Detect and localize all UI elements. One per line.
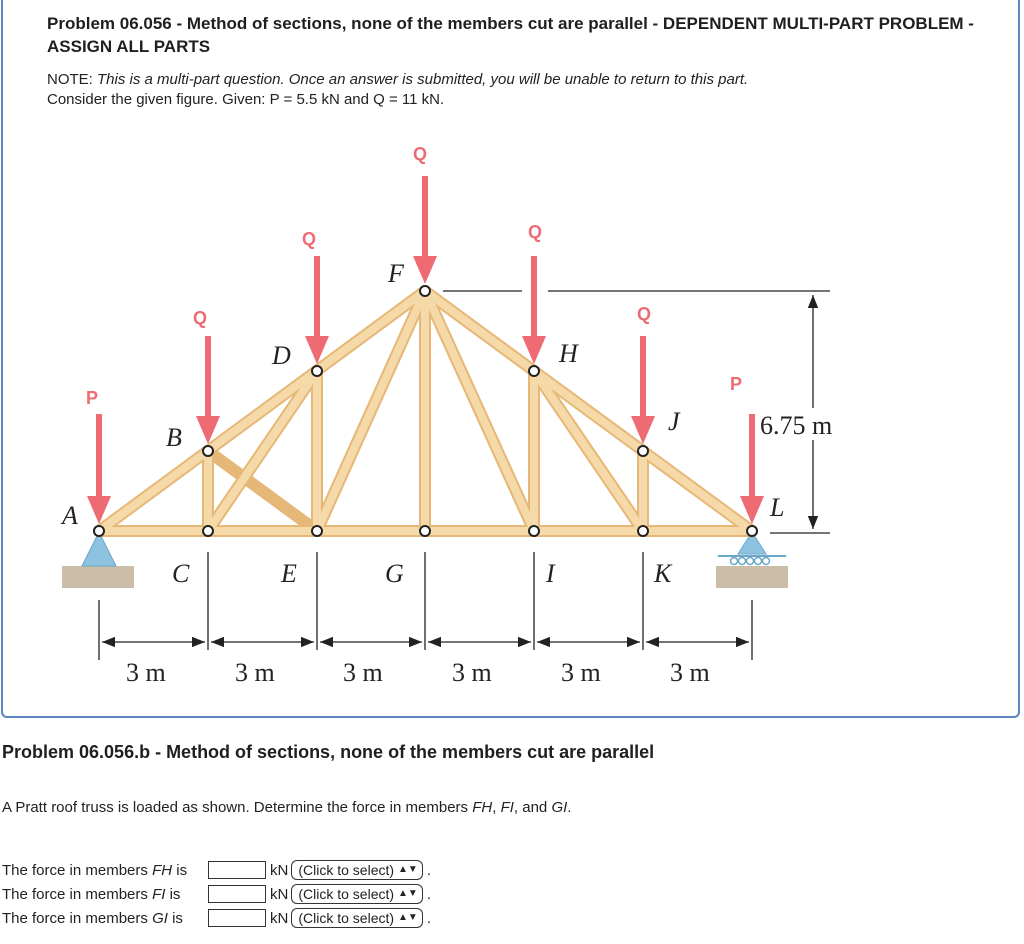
label-joint-f: F [388, 259, 404, 288]
note-prefix: NOTE: [47, 71, 98, 88]
statement-text: A Pratt roof truss is loaded as shown. Determine the force in members [2, 799, 473, 816]
joint-d [312, 366, 322, 376]
joint-e [312, 526, 322, 536]
label-q-d: Q [302, 229, 317, 249]
problem-title: Problem 06.056 - Method of sections, none of the members cut are parallel - DEPENDENT MULTI-PART PROBLEM - ASSIGN ALL PARTS [47, 14, 974, 56]
row-end: . [426, 885, 431, 903]
label-joint-b: B [166, 423, 182, 452]
given-text: Consider the given figure. Given: P = 5.5 kN and Q = 11 kN. [47, 91, 445, 108]
member-gi: GI [551, 799, 568, 816]
label-q-b: Q [193, 308, 208, 328]
answer-row-fh [2, 859, 431, 881]
label-joint-a: A [62, 501, 78, 530]
label-joint-d: D [272, 341, 291, 370]
unit-label: kN [270, 909, 289, 927]
unit-label: kN [270, 861, 289, 879]
label-joint-l: L [770, 493, 785, 522]
span-label: 3 m [235, 658, 275, 687]
member-fi: FI [500, 799, 514, 816]
force-gi-input[interactable] [208, 909, 266, 927]
joint-a [94, 526, 104, 536]
ground-left [62, 566, 134, 588]
load-arrowhead-icon [413, 256, 437, 284]
note-text: This is a multi-part question. Once an answer is submitted, you will be unable to return to this part. [97, 71, 749, 88]
updown-icon: ▲▼ [398, 864, 418, 875]
label-p-right: P [730, 374, 743, 394]
tension-compression-select[interactable]: (Click to select) ▲▼ [291, 908, 422, 928]
label-q-j: Q [637, 304, 652, 324]
height-label: 6.75 m [760, 411, 833, 440]
label-joint-h: H [559, 339, 578, 368]
rollers-icon [731, 558, 770, 565]
row-end: . [426, 861, 431, 879]
joint-j [638, 446, 648, 456]
span-label: 3 m [670, 658, 710, 687]
joint-k [638, 526, 648, 536]
updown-icon: ▲▼ [398, 888, 418, 899]
label-joint-c: C [172, 559, 190, 588]
ground-right [716, 566, 788, 588]
statement-end: . [567, 799, 572, 816]
member-fh: FH [472, 799, 493, 816]
force-fi-input[interactable] [208, 885, 266, 903]
joint-h [529, 366, 539, 376]
span-label: 3 m [561, 658, 601, 687]
joint-g [420, 526, 430, 536]
statement-sep: , and [513, 799, 552, 816]
joint-b [203, 446, 213, 456]
force-fh-input[interactable] [208, 861, 266, 879]
answer-label: The force in members GI is [2, 909, 183, 927]
joint-l [747, 526, 757, 536]
answer-label: The force in members FH is [2, 861, 188, 879]
updown-icon: ▲▼ [398, 912, 418, 923]
statement-sep: , [492, 799, 501, 816]
pin-support-a [82, 532, 116, 566]
part-b-statement [2, 799, 571, 816]
label-q-h: Q [528, 222, 543, 242]
label-joint-g: G [385, 559, 404, 588]
answer-row-gi [2, 907, 431, 929]
unit-label: kN [270, 885, 289, 903]
joint-f [420, 286, 430, 296]
tension-compression-select[interactable]: (Click to select) ▲▼ [291, 884, 422, 904]
tension-compression-select[interactable]: (Click to select) ▲▼ [291, 860, 422, 880]
span-label: 3 m [126, 658, 166, 687]
label-joint-j: J [668, 407, 680, 436]
span-label: 3 m [343, 658, 383, 687]
answer-row-fi [2, 883, 431, 905]
joint-c [203, 526, 213, 536]
label-joint-i: I [546, 559, 555, 588]
member-be [208, 451, 317, 531]
label-joint-k: K [654, 559, 672, 588]
span-label: 3 m [452, 658, 492, 687]
label-q-f: Q [413, 144, 428, 164]
row-end: . [426, 909, 431, 927]
label-joint-e: E [281, 559, 297, 588]
joint-i [529, 526, 539, 536]
label-p-left: P [86, 388, 99, 408]
answer-label: The force in members FI is [2, 885, 181, 903]
part-b-title: Problem 06.056.b - Method of sections, none of the members cut are parallel [2, 742, 655, 762]
